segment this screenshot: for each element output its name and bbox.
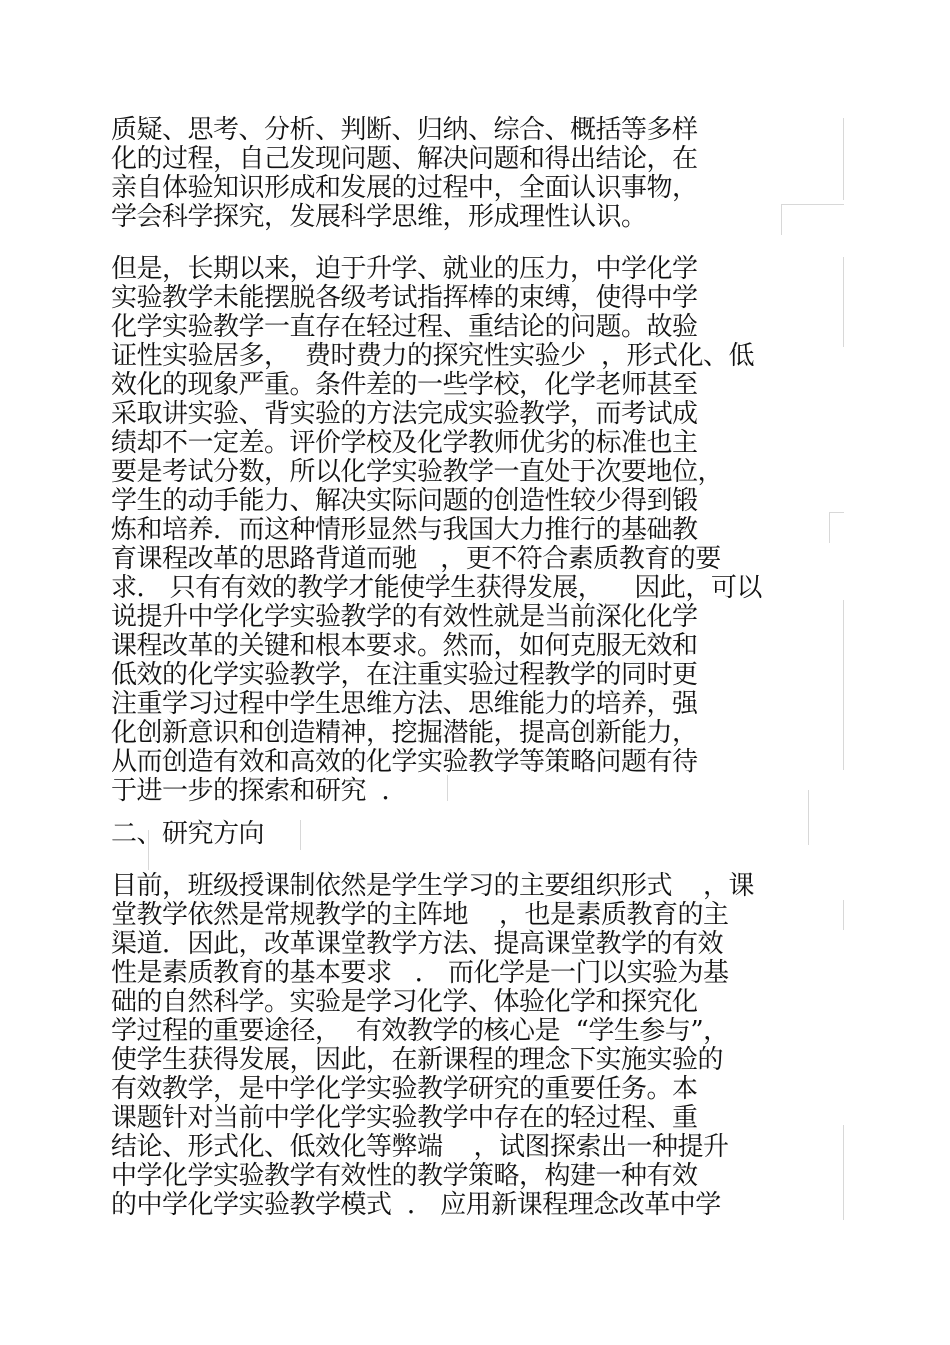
text-line: 育课程改革的思路背道而驰 ，更不符合素质教育的要 [111, 544, 721, 574]
text-line: 中学化学实验教学有效性的教学策略，构建一种有效 [111, 1161, 698, 1191]
text-line: 炼和培养．而这种情形显然与我国大力推行的基础教 [111, 515, 698, 545]
text-line: 础的自然科学。实验是学习化学、体验化学和探究化 [111, 987, 698, 1017]
text-line: 使学生获得发展，因此，在新课程的理念下实施实验的 [111, 1045, 724, 1075]
heading-line: 二、研究方向 [111, 819, 265, 849]
section-heading [111, 820, 851, 849]
text-line: 目前，班级授课制依然是学生学习的主要组织形式 ，课 [111, 871, 755, 901]
text-line: 绩却不一定差。评价学校及化学教师优劣的标准也主 [111, 428, 698, 458]
paragraph-2 [111, 255, 851, 806]
text-line: 于进一步的探索和研究 ． [111, 776, 408, 806]
paragraph-3 [111, 872, 851, 1220]
text-line: 从而创造有效和高效的化学实验教学等策略问题有待 [111, 747, 698, 777]
text-line: 学过程的重要途径， 有效教学的核心是 “学生参与”， [111, 1016, 729, 1046]
text-line: 注重学习过程中学生思维方法、思维能力的培养，强 [111, 689, 698, 719]
text-line: 但是，长期以来，迫于升学、就业的压力，中学化学 [111, 254, 698, 284]
text-line: 要是考试分数，所以化学实验教学一直处于次要地位， [111, 457, 724, 487]
text-line: 求． 只有有效的教学才能使学生获得发展， 因此，可以 [111, 573, 762, 603]
text-line: 说提升中学化学实验教学的有效性就是当前深化化学 [111, 602, 698, 632]
text-line: 的中学化学实验教学模式 ． 应用新课程理念改革中学 [111, 1190, 721, 1220]
text-line: 学生的动手能力、解决实际问题的创造性较少得到锻 [111, 486, 698, 516]
text-line: 渠道．因此，改革课堂教学方法、提高课堂教学的有效 [111, 929, 724, 959]
text-line: 低效的化学实验教学，在注重实验过程教学的同时更 [111, 660, 698, 690]
text-line: 结论、形式化、低效化等弊端 ，试图探索出一种提升 [111, 1132, 729, 1162]
text-line: 实验教学未能摆脱各级考试指挥棒的束缚，使得中学 [111, 283, 698, 313]
text-line: 效化的现象严重。条件差的一些学校，化学老师甚至 [111, 370, 698, 400]
text-line: 有效教学，是中学化学实验教学研究的重要任务。本 [111, 1074, 698, 1104]
text-line: 化的过程，自己发现问题、解决问题和得出结论，在 [111, 144, 698, 174]
text-line: 采取讲实验、背实验的方法完成实验教学，而考试成 [111, 399, 698, 429]
paragraph-1 [111, 116, 851, 232]
text-line: 质疑、思考、分析、判断、归纳、综合、概括等多样 [111, 115, 698, 145]
text-line: 亲自体验知识形成和发展的过程中，全面认识事物， [111, 173, 698, 203]
text-line: 性是素质教育的基本要求 ． 而化学是一门以实验为基 [111, 958, 729, 988]
text-line: 化学实验教学一直存在轻过程、重结论的问题。故验 [111, 312, 698, 342]
text-line: 化创新意识和创造精神，挖掘潜能，提高创新能力， [111, 718, 698, 748]
text-line: 课题针对当前中学化学实验教学中存在的轻过程、重 [111, 1103, 698, 1133]
text-line: 课程改革的关键和根本要求。然而，如何克服无效和 [111, 631, 698, 661]
text-line: 证性实验居多， 费时费力的探究性实验少 ，形式化、低 [111, 341, 755, 371]
text-line: 堂教学依然是常规教学的主阵地 ，也是素质教育的主 [111, 900, 729, 930]
text-line: 学会科学探究，发展科学思维，形成理性认识。 [111, 202, 647, 232]
